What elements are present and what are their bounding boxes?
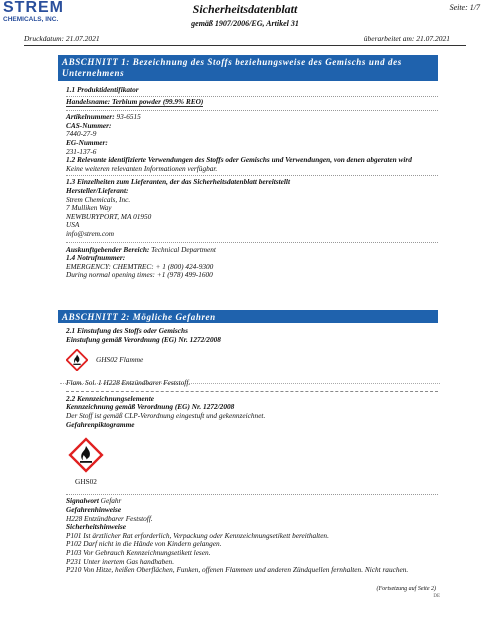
ghs-code: GHS02	[75, 476, 97, 486]
ghs-label: GHS02 Flamme	[96, 354, 144, 364]
hazard-statements-heading: Gefahrenhinweise	[66, 504, 122, 514]
p231: P231 Unter inertem Gas handhaben.	[66, 556, 175, 566]
precautionary-heading: Sicherheitshinweise	[66, 522, 127, 532]
ec-value: 231-137-6	[66, 146, 97, 156]
flam-classification: Flam. Sol. 1 H228 Entzündbarer Feststoff.	[66, 378, 191, 388]
header-divider	[24, 45, 466, 46]
ec-label: EG-Nummer:	[66, 137, 108, 147]
clp-text: Der Stoff ist gemäß CLP-Verordnung eingestuft und gekennzeichnet.	[66, 410, 266, 420]
print-date: Druckdatum: 21.07.2021	[24, 34, 100, 43]
p102: P102 Darf nicht in die Hände von Kindern gelangen.	[66, 539, 222, 549]
supplier-country: USA	[66, 220, 80, 230]
heading-2-2-sub: Kennzeichnung gemäß Verordnung (EG) Nr. 1272/2008	[66, 402, 235, 412]
language-mark: DE	[433, 594, 440, 599]
heading-2-1-sub: Einstufung gemäß Verordnung (EG) Nr. 1272/2008	[66, 334, 221, 344]
supplier-city: NEWBURYPORT, MA 01950	[66, 211, 152, 221]
document-title: Sicherheitsdatenblatt	[192, 2, 298, 16]
p101: P101 Ist ärztlicher Rat erforderlich, Verpackung oder Kennzeichnungsetikett bereithalten.	[66, 530, 329, 540]
heading-1-3: 1.3 Einzelheiten zum Lieferanten, der das Sicherheitsdatenblatt bereitstellt	[66, 177, 290, 187]
info-dept-value: Technical Department	[149, 244, 216, 254]
section-1-body	[66, 86, 438, 280]
signal-word-value: Gefahr	[98, 496, 122, 506]
section-2-header: ABSCHNITT 2: Mögliche Gefahren	[58, 310, 438, 323]
flame-pictogram-icon	[66, 349, 88, 371]
supplier-label: Hersteller/Lieferant:	[66, 185, 129, 195]
p103: P103 Vor Gebrauch Kennzeichnungsetikett lesen.	[66, 547, 211, 557]
logo-text: STREM	[3, 0, 64, 16]
section-1-header: ABSCHNITT 1: Bezeichnung des Stoffs beziehungsweise des Gemischs und des Unternehmens	[58, 55, 438, 81]
cas-value: 7440-27-9	[66, 129, 97, 139]
signal-word-label: Signalwort	[66, 496, 99, 506]
trade-name: Handelsname: Terbium powder (99.9% REO)	[66, 96, 204, 106]
article-number-label: Artikelnummer:	[66, 112, 115, 122]
heading-1-1: 1.1 Produktidentifikator	[66, 85, 139, 94]
page-number: Seite: 1/7	[449, 3, 480, 12]
supplier-email[interactable]: info@strem.com	[66, 228, 114, 238]
supplier-name: Strem Chemicals, Inc.	[66, 194, 131, 204]
cas-label: CAS-Nummer:	[66, 120, 112, 130]
uses-text: Keine weiteren relevanten Informationen verfügbar.	[66, 163, 218, 173]
hazard-h228: H228 Entzündbarer Feststoff.	[66, 513, 153, 523]
section-2-body	[66, 327, 438, 575]
heading-1-4: 1.4 Notrufnummer:	[66, 253, 126, 263]
flame-pictogram-large-icon	[68, 437, 104, 473]
pictograms-heading: Gefahrenpiktogramme	[66, 419, 135, 429]
emergency-number: EMERGENCY: CHEMTREC: + 1 (800) 424-9300	[66, 261, 214, 271]
logo-subtext: CHEMICALS, INC.	[3, 16, 59, 23]
continued-note: (Fortsetzung auf Seite 2)	[376, 586, 436, 592]
revision-date: überarbeitet am: 21.07.2021	[363, 34, 450, 43]
heading-1-2: 1.2 Relevante identifizierte Verwendungen des Stoffs oder Gemischs und Verwendungen, von denen abgeraten wird	[66, 155, 412, 165]
heading-2-2: 2.2 Kennzeichnungselemente	[66, 393, 154, 403]
supplier-street: 7 Mulliken Way	[66, 203, 112, 213]
p210: P210 Von Hitze, heißen Oberflächen, Funken, offenen Flammen und anderen Zündquellen fernhalten. Nicht rauchen.	[66, 565, 409, 575]
office-hours-number: During normal opening times: +1 (978) 499-1600	[66, 270, 213, 280]
document-subtitle: gemäß 1907/2006/EG, Artikel 31	[191, 19, 299, 28]
heading-2-1: 2.1 Einstufung des Stoffs oder Gemischs	[66, 326, 188, 335]
article-number-value: 93-6515	[114, 112, 141, 122]
info-dept-label: Auskunftgebender Bereich:	[66, 244, 150, 254]
